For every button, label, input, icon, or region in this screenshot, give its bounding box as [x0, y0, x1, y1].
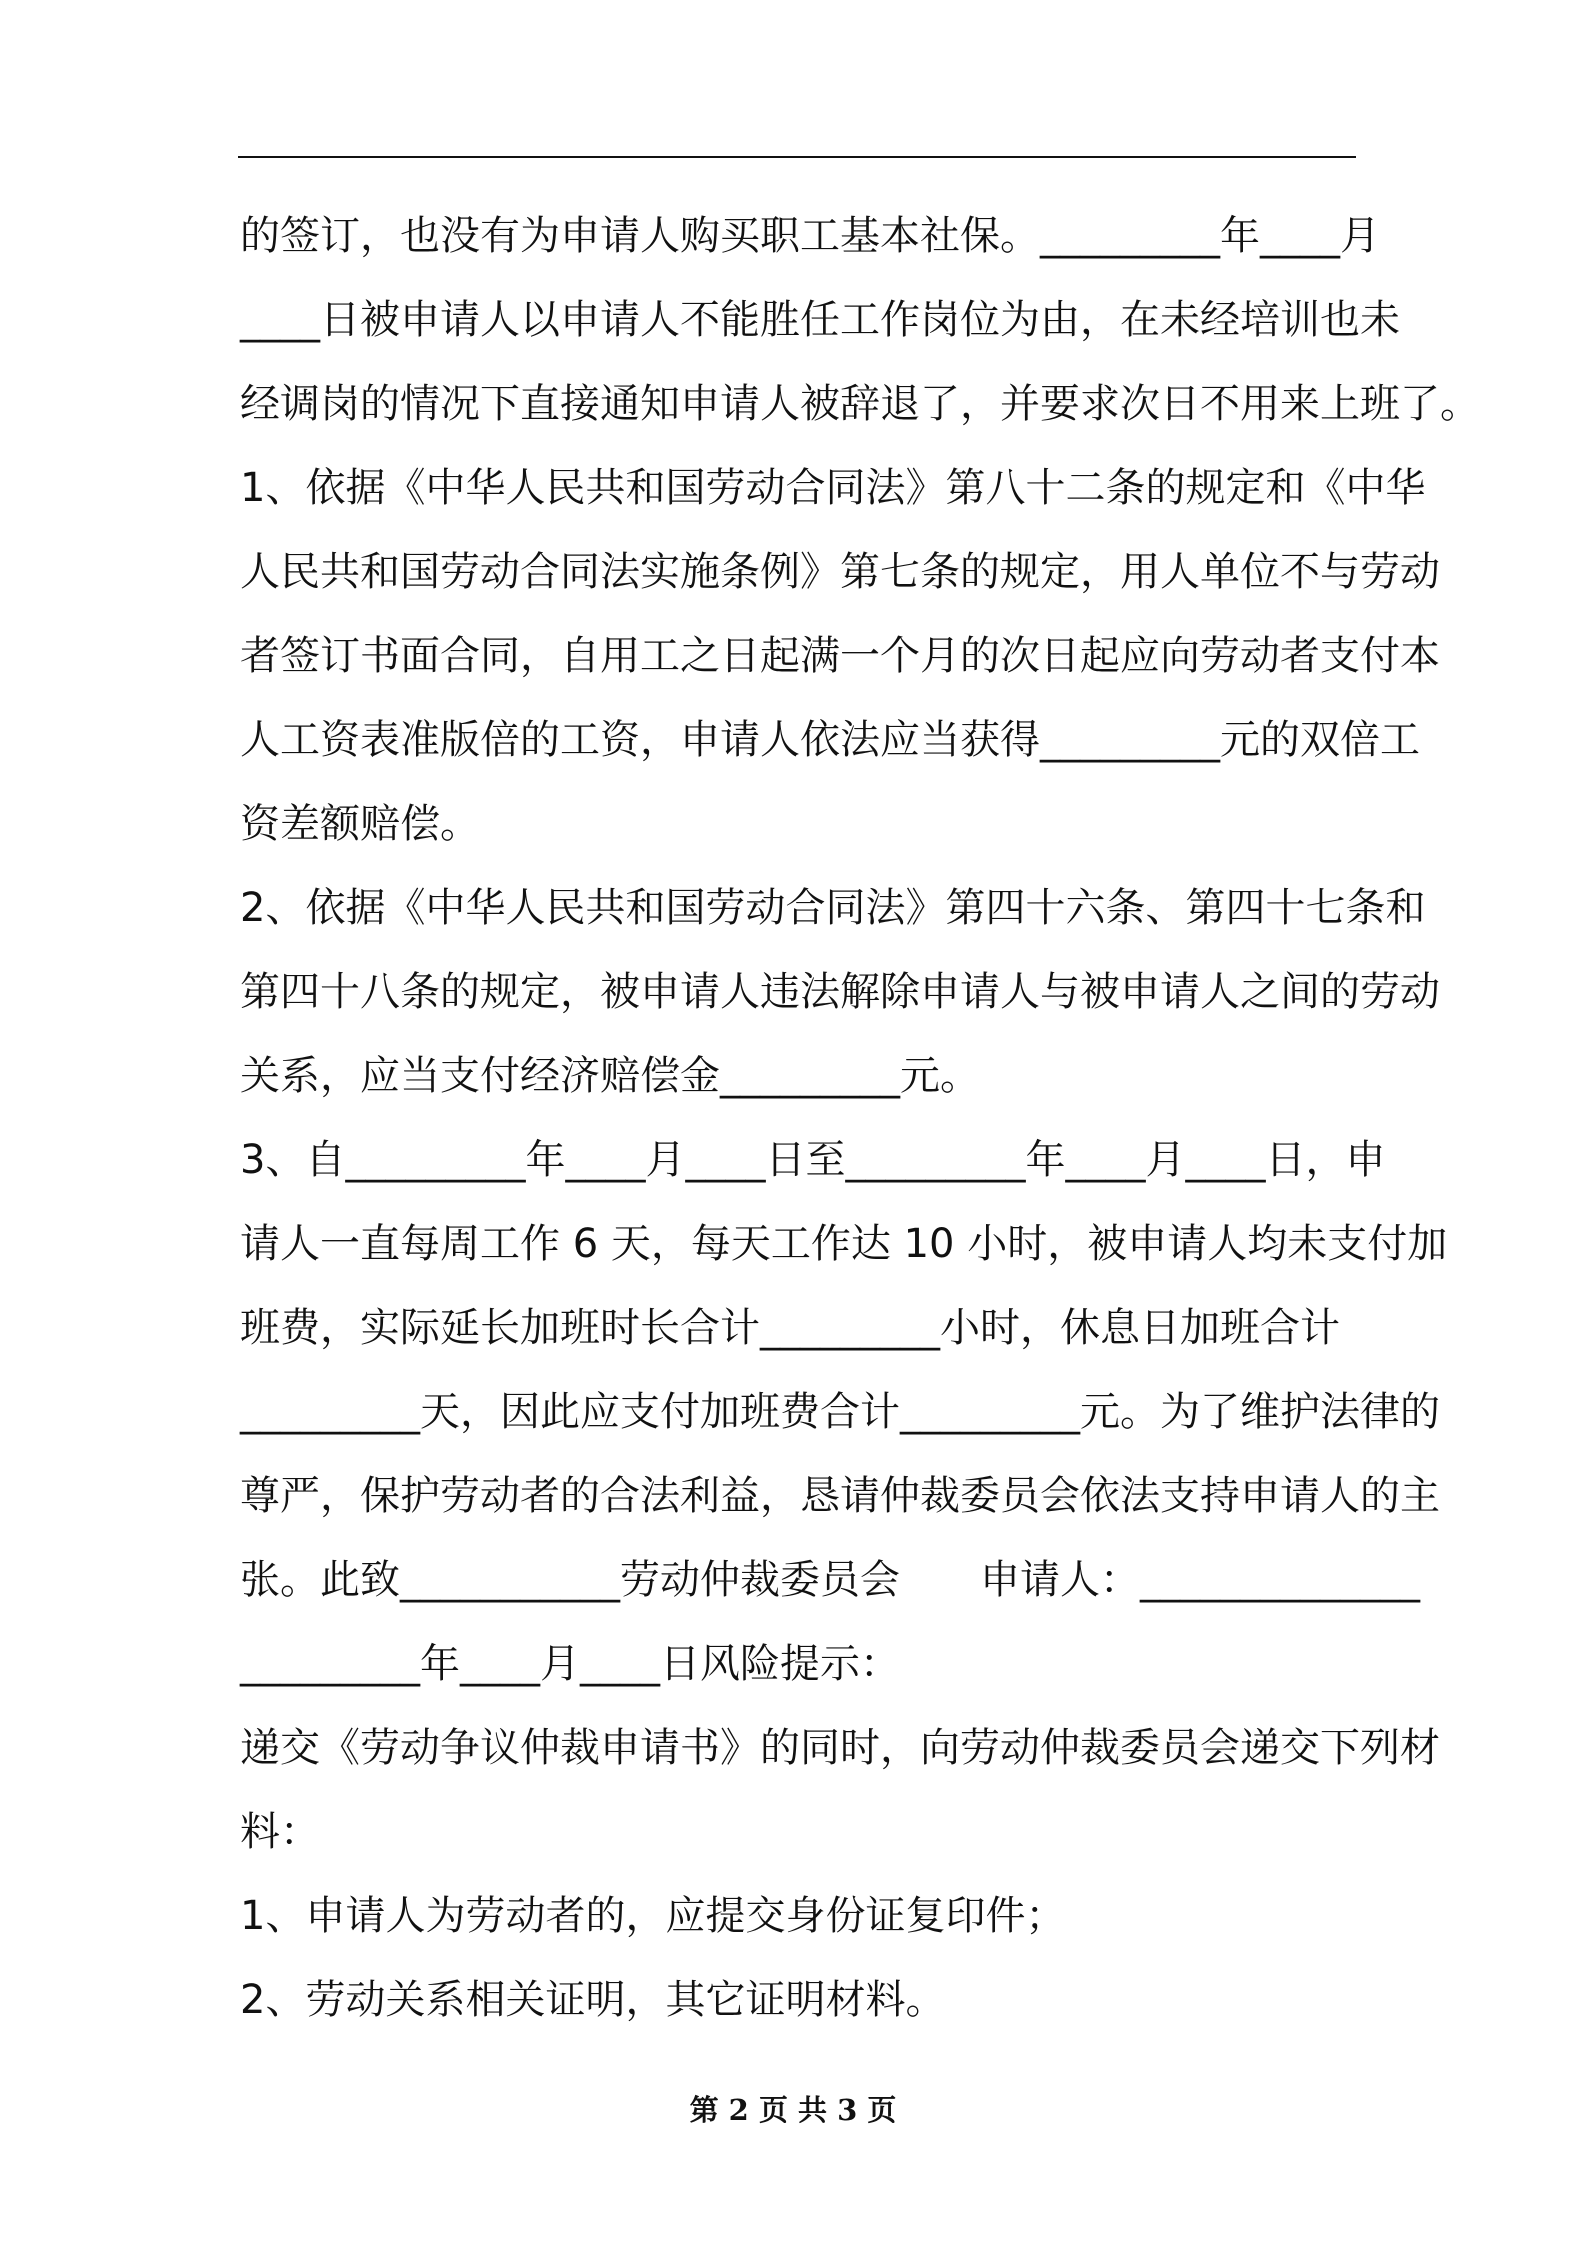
page-number-footer: 第 2 页 共 3 页: [689, 2093, 897, 2127]
text-line: 3、自_________年____月____日至_________年____月____日，申: [240, 1137, 1386, 1183]
text-line: 2、依据《中华人民共和国劳动合同法》第四十六条、第四十七条和: [240, 885, 1426, 931]
document-body: [240, 194, 1480, 2042]
text-line: 张。此致___________劳动仲裁委员会 申请人：______________: [240, 1557, 1420, 1603]
text-line: ____日被申请人以申请人不能胜任工作岗位为由，在未经培训也未: [240, 297, 1400, 343]
text-line: 经调岗的情况下直接通知申请人被辞退了，并要求次日不用来上班了。: [240, 381, 1480, 427]
text-line: 人民共和国劳动合同法实施条例》第七条的规定，用人单位不与劳动: [240, 549, 1440, 595]
text-line: 料：: [240, 1809, 320, 1855]
header-rule: [238, 156, 1356, 158]
text-line: 递交《劳动争议仲裁申请书》的同时，向劳动仲裁委员会递交下列材: [240, 1725, 1440, 1771]
text-line: 尊严，保护劳动者的合法利益，恳请仲裁委员会依法支持申请人的主: [240, 1473, 1440, 1519]
text-line: 1、申请人为劳动者的，应提交身份证复印件；: [240, 1893, 1066, 1939]
text-line: 第四十八条的规定，被申请人违法解除申请人与被申请人之间的劳动: [240, 969, 1440, 1015]
text-line: 2、劳动关系相关证明，其它证明材料。: [240, 1977, 946, 2023]
text-line: 班费，实际延长加班时长合计_________小时，休息日加班合计: [240, 1305, 1340, 1351]
text-line: 资差额赔偿。: [240, 801, 480, 847]
text-line: 1、依据《中华人民共和国劳动合同法》第八十二条的规定和《中华: [240, 465, 1426, 511]
text-line: 关系，应当支付经济赔偿金_________元。: [240, 1053, 980, 1099]
text-line: 请人一直每周工作 6 天，每天工作达 10 小时，被申请人均未支付加: [240, 1221, 1448, 1267]
text-line: 的签订，也没有为申请人购买职工基本社保。_________年____月: [240, 213, 1380, 259]
text-line: 者签订书面合同，自用工之日起满一个月的次日起应向劳动者支付本: [240, 633, 1440, 679]
text-line: 人工资表准版倍的工资，申请人依法应当获得_________元的双倍工: [240, 717, 1420, 763]
text-line: _________年____月____日风险提示：: [240, 1641, 900, 1687]
text-line: _________天，因此应支付加班费合计_________元。为了维护法律的: [240, 1389, 1440, 1435]
